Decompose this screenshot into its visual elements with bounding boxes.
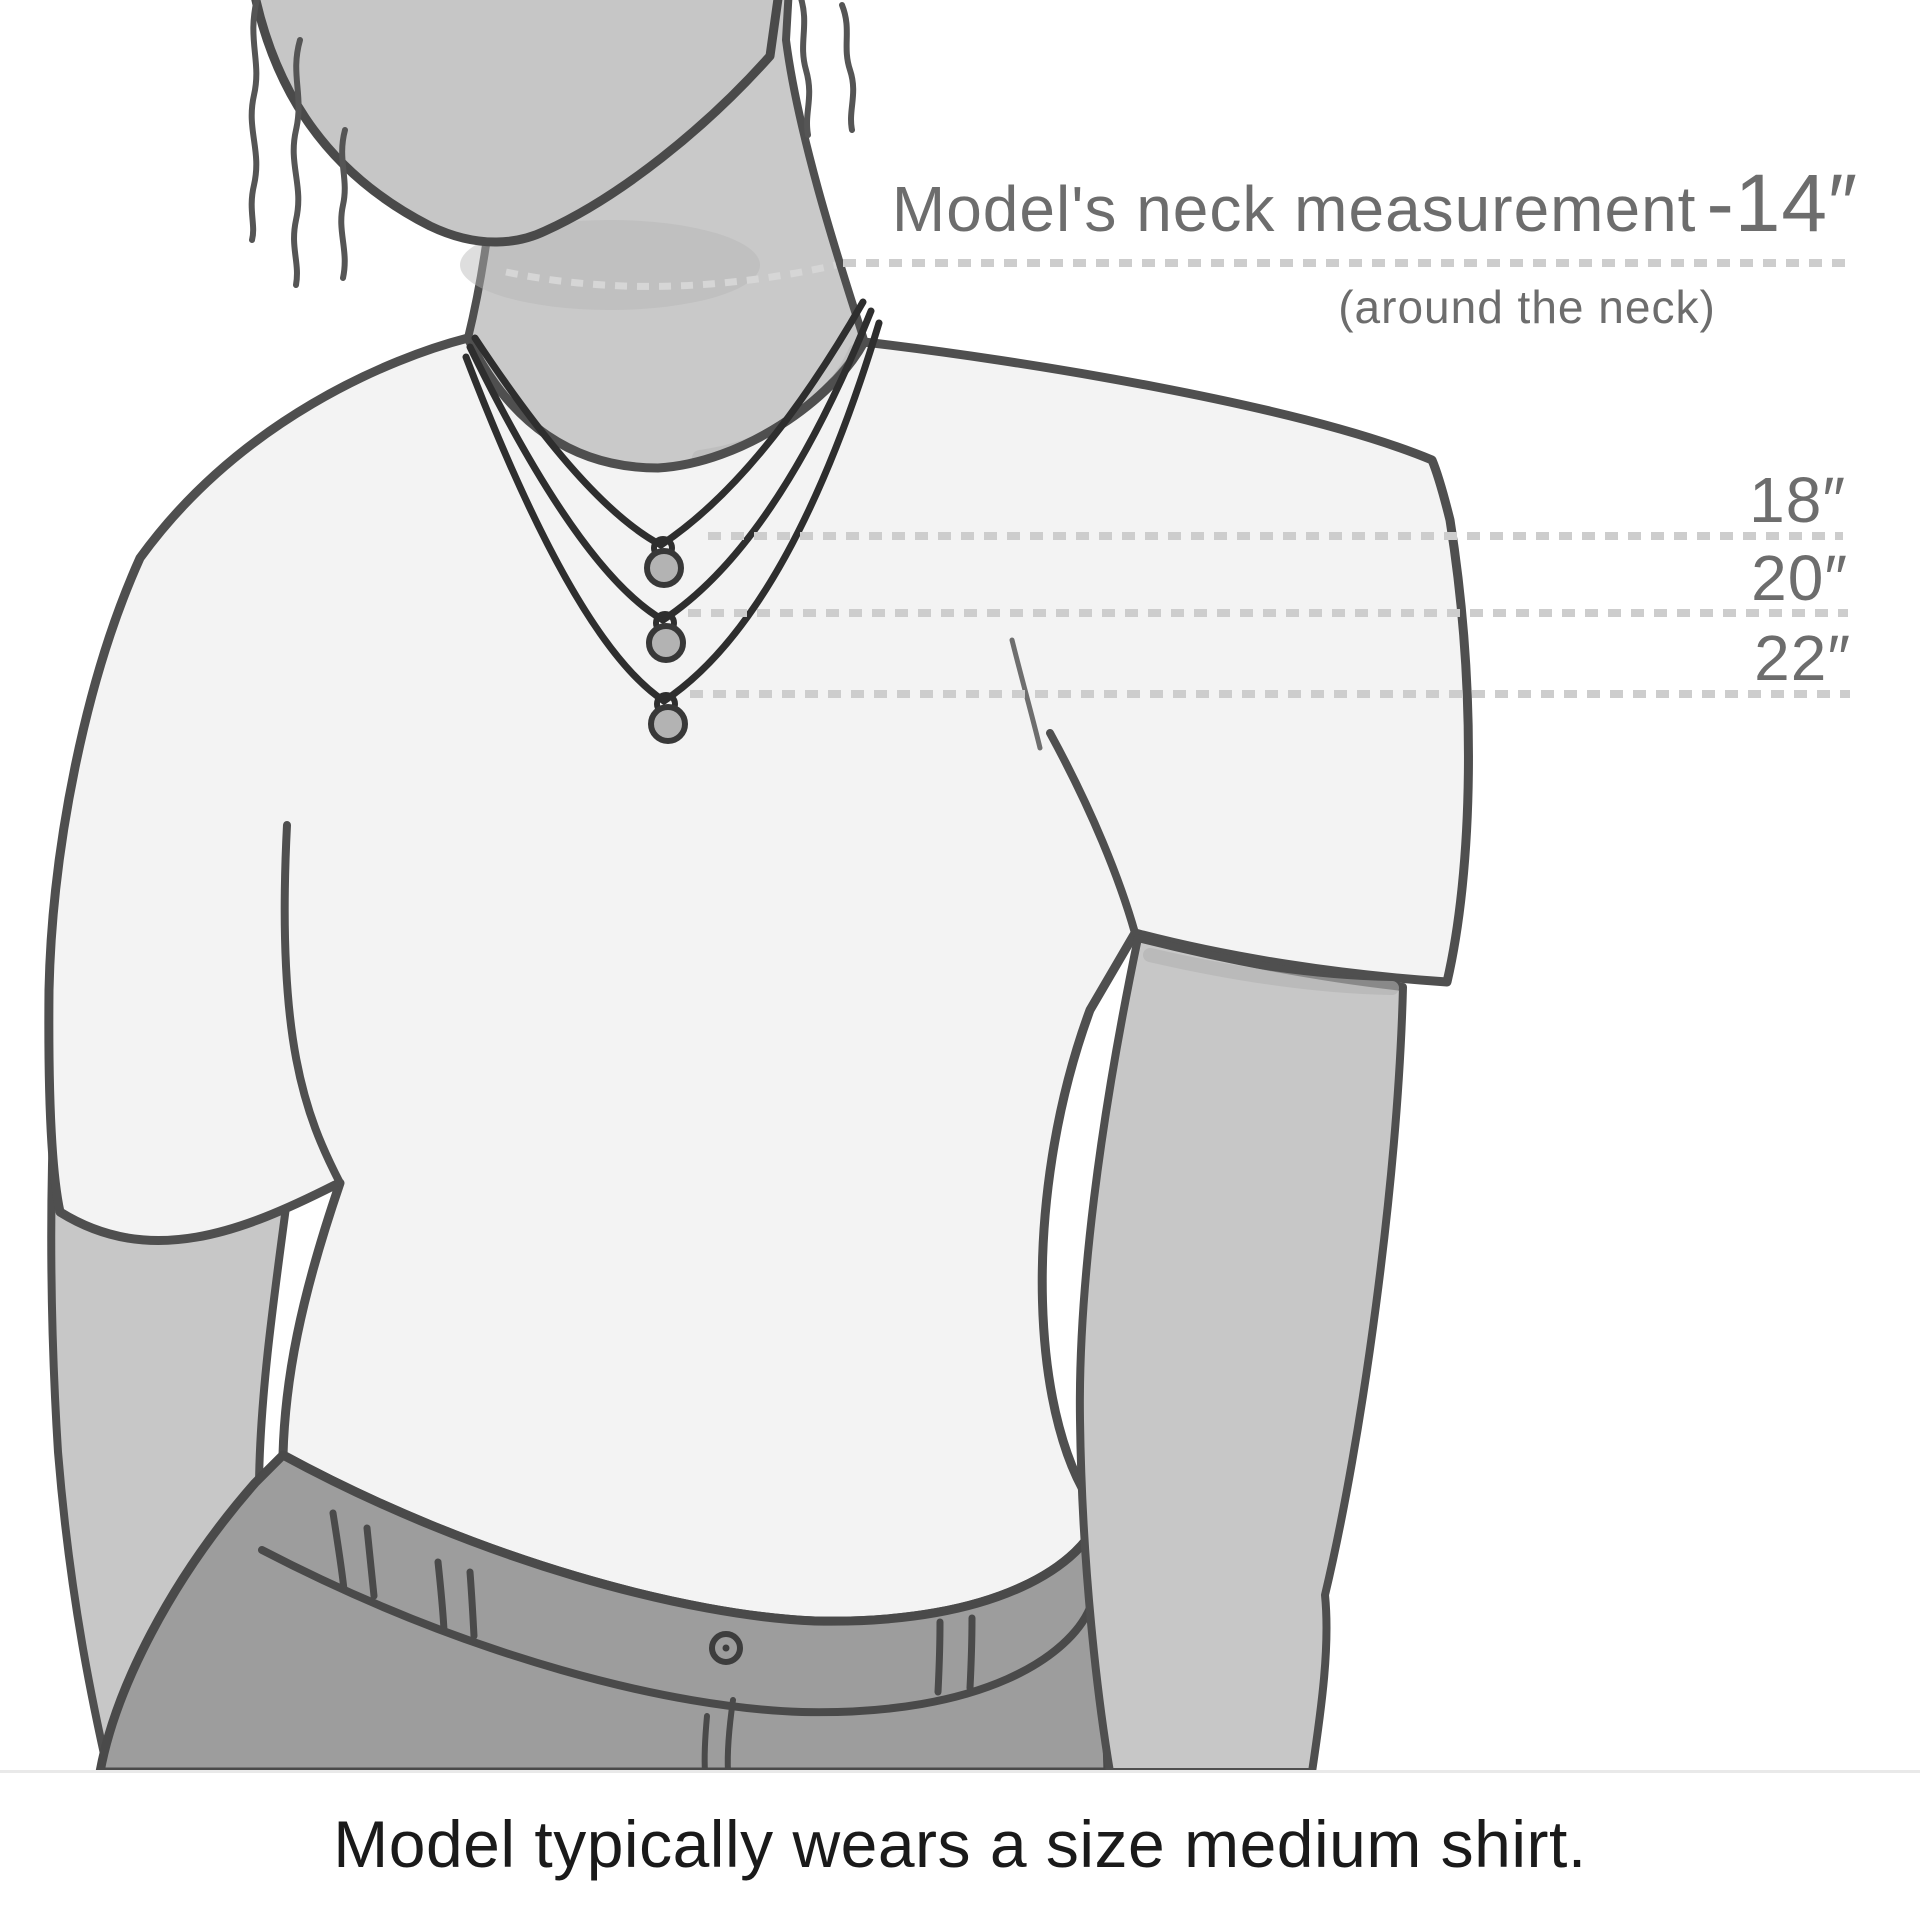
jeans-button xyxy=(712,1634,740,1662)
neck-measurement-subtext: (around the neck) xyxy=(1338,281,1716,333)
pendant-disc xyxy=(649,626,683,660)
length-label-20: 20″ xyxy=(1751,542,1848,614)
length-label-18: 18″ xyxy=(1749,464,1846,536)
pendant-disc xyxy=(647,551,681,585)
hair-right-icon xyxy=(800,0,853,135)
neck-measurement-label xyxy=(891,158,1858,249)
right-arm xyxy=(1080,938,1403,1772)
caption-text: Model typically wears a size medium shirt. xyxy=(333,1807,1587,1881)
pendant-disc xyxy=(651,707,685,741)
length-label-22: 22″ xyxy=(1754,622,1851,694)
neck-measurement-value: -14″ xyxy=(1706,158,1858,249)
neck-measurement-text: Model's neck measurement xyxy=(891,173,1697,245)
